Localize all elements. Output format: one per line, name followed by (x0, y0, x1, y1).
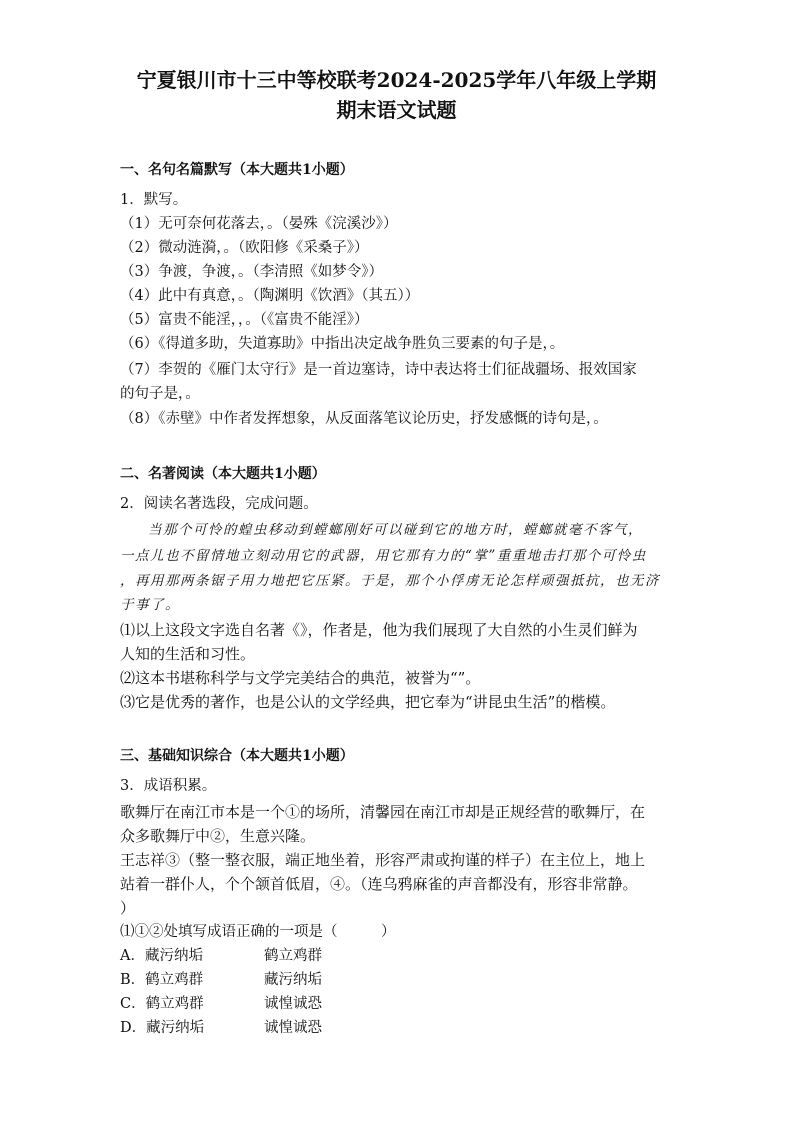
option-d-label[interactable]: D．藏污纳垢 (120, 1020, 205, 1036)
q3-paragraph-line-3: 王志祥③（整一整衣服，端正地坐着，形容严肃或拘谨的样子）在主位上，地上 (120, 851, 646, 869)
q1-item-3: （3）争渡，争渡，。（李清照《如梦令》） (120, 264, 383, 280)
q1-item-7: （7）李贺的《雁门太守行》是一首边塞诗，诗中表达将士们征战疆场、报效国家 (120, 362, 637, 378)
document-title-line2: 期末语文试题 (336, 98, 457, 122)
q3-paragraph-line-1: 歌舞厅在南江市本是一个①的场所，清馨园在南江市却是正规经营的歌舞厅，在 (120, 803, 646, 821)
section2-heading: 二、名著阅读（本大题共1小题） (120, 466, 326, 482)
q3-paragraph-line-2: 众多歌舞厅中②，生意兴隆。 (120, 827, 316, 845)
q1-item-4: （4）此中有真意，。（陶渊明《饮酒》（其五）） (120, 288, 420, 304)
q2-sub2: ⑵这本书堪称科学与文学完美结合的典范，被誉为“”。 (120, 669, 481, 687)
q1-item-7-cont: 的句子是，。 (120, 386, 200, 402)
question2-intro: 2．阅读名著选段，完成问题。 (120, 496, 318, 512)
option-c-second: 诚惶诚恐 (264, 996, 322, 1012)
q3-paragraph-line-5: ） (120, 899, 136, 917)
option-b-label[interactable]: B．鹤立鸡群 (120, 972, 204, 988)
option-b-second: 藏污纳垢 (264, 972, 322, 988)
q1-item-1: （1）无可奈何花落去，。（晏殊《浣溪沙》） (120, 216, 398, 232)
excerpt-line-1: 当那个可怜的蝗虫移动到螳螂刚好可以碰到它的地方时，螳螂就毫不客气， (148, 522, 643, 538)
option-a-second: 鹤立鸡群 (264, 948, 322, 964)
section1-heading: 一、名句名篇默写（本大题共1小题） (120, 162, 354, 178)
excerpt-line-3: ，再用那两条锯子用力地把它压紧。于是，那个小俘虏无论怎样顽强抵抗，也无济 (120, 573, 660, 589)
q1-item-8: （8）《赤壁》中作者发挥想象，从反面落笔议论历史，抒发感慨的诗句是，。 (120, 411, 608, 427)
q1-item-5: （5）富贵不能淫，，。（《富贵不能淫》） (120, 312, 369, 328)
option-c-label[interactable]: C．鹤立鸡群 (120, 996, 204, 1012)
q1-item-2: （2）微动涟漪，。（欧阳修《采桑子》） (120, 240, 369, 256)
q2-sub3: ⑶它是优秀的著作，也是公认的文学经典，把它奉为“讲昆虫生活”的楷模。 (120, 693, 616, 711)
document-title-line1: 宁夏银川市十三中等校联考2024-2025学年八年级上学期 (136, 68, 657, 92)
question3-intro: 3．成语积累。 (120, 778, 217, 794)
q3-sub1: ⑴①②处填写成语正确的一项是（ ） (120, 924, 396, 940)
excerpt-line-2: 一点儿也不留情地立刻动用它的武器，用它那有力的“掌”重重地击打那个可怜虫 (120, 548, 647, 564)
q2-sub1: ⑴以上这段文字选自名著《》，作者是，他为我们展现了大自然的小生灵们鲜为 (120, 621, 638, 639)
option-d-second: 诚惶诚恐 (264, 1020, 322, 1036)
excerpt-line-4: 于事了。 (120, 597, 180, 613)
section3-heading: 三、基础知识综合（本大题共1小题） (120, 748, 354, 764)
option-a-label[interactable]: A．藏污纳垢 (120, 948, 203, 964)
q3-paragraph-line-4: 站着一群仆人，个个颔首低眉，④。（连乌鸦麻雀的声音都没有，形容非常静。 (120, 875, 638, 893)
question1-intro: 1．默写。 (120, 192, 188, 208)
q2-sub1-cont: 人知的生活和习性。 (120, 645, 256, 663)
q1-item-6: （6）《得道多助，失道寡助》中指出决定战争胜负三要素的句子是，。 (120, 336, 565, 352)
